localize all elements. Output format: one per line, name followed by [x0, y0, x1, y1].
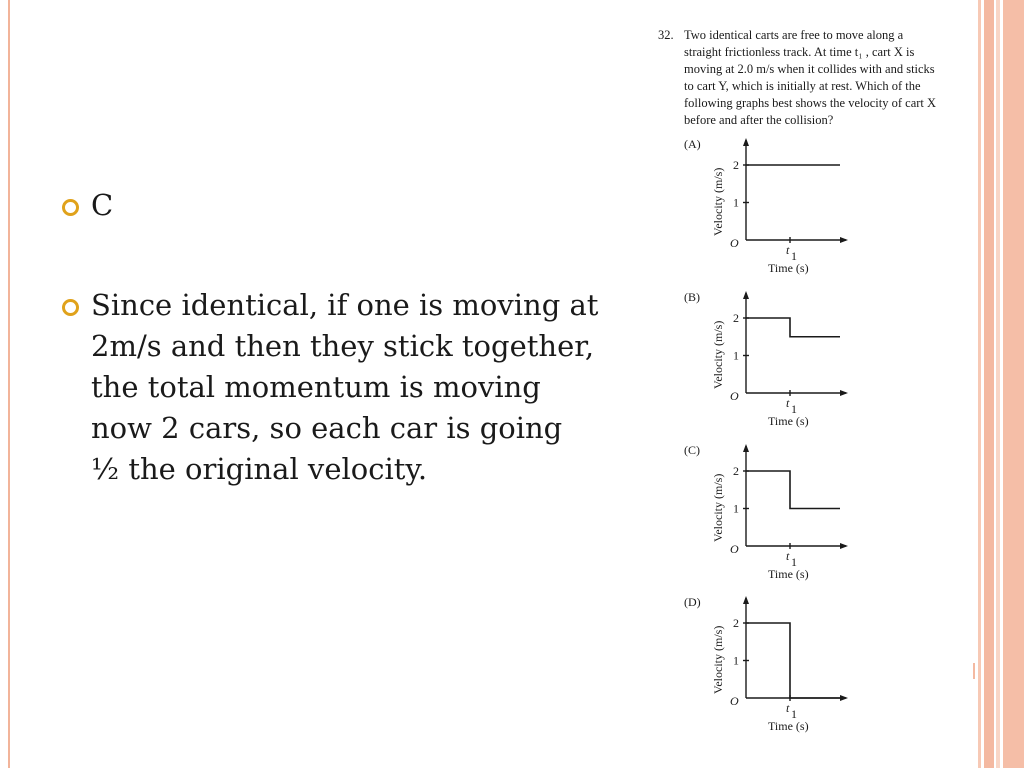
- graph-b: [680, 289, 860, 429]
- velocity-time-graph: [680, 442, 860, 582]
- y-axis-label: Velocity (m/s): [711, 320, 725, 389]
- graph-a: [680, 136, 860, 276]
- question-line: moving at 2.0 m/s when it collides with and sticks: [684, 62, 935, 76]
- question-number: 32.: [658, 28, 674, 42]
- x-tick-label: t: [786, 243, 790, 257]
- y-tick-label: 2: [733, 616, 739, 630]
- y-axis-arrow: [743, 291, 749, 299]
- graph-d: [680, 594, 860, 734]
- slide-stripe: [996, 0, 1000, 768]
- slide-stripe: [984, 0, 994, 768]
- y-axis-label: Velocity (m/s): [711, 167, 725, 236]
- x-axis-arrow: [840, 695, 848, 701]
- velocity-time-graph: [680, 136, 860, 276]
- x-tick-subscript: 1: [791, 555, 797, 569]
- y-axis-arrow: [743, 596, 749, 604]
- y-axis-label: Velocity (m/s): [711, 473, 725, 542]
- x-tick-label: t: [786, 701, 790, 715]
- circle-bullet-icon: [62, 299, 79, 316]
- y-tick-label: 2: [733, 158, 739, 172]
- x-tick-subscript: 1: [791, 249, 797, 263]
- question-line: straight frictionless track. At time t₁ , cart X is: [684, 45, 915, 59]
- y-axis-arrow: [743, 444, 749, 452]
- bullet-item: [62, 185, 113, 226]
- velocity-series-line: [746, 623, 840, 698]
- x-axis-label: Time (s): [768, 567, 809, 581]
- slide-left-border: [8, 0, 10, 768]
- x-axis-arrow: [840, 543, 848, 549]
- velocity-time-graph: [680, 289, 860, 429]
- x-axis-label: Time (s): [768, 719, 809, 733]
- y-axis-label: Velocity (m/s): [711, 625, 725, 694]
- velocity-time-graph: [680, 594, 860, 734]
- circle-bullet-icon: [62, 199, 79, 216]
- bullet-explanation-text: Since identical, if one is moving at 2m/s and then they stick together, the total momentum is moving now 2 cars, so each car is going ½ the original velocity.: [91, 288, 599, 486]
- origin-label: O: [730, 236, 739, 250]
- y-tick-label: 1: [733, 653, 739, 668]
- question-line: to cart Y, which is initially at rest. Which of the: [684, 79, 921, 93]
- origin-label: O: [730, 389, 739, 403]
- slide-stripe: [978, 0, 981, 768]
- graph-title: (A): [684, 137, 701, 151]
- x-axis-arrow: [840, 237, 848, 243]
- y-tick-label: 1: [733, 348, 739, 363]
- question-line: following graphs best shows the velocity of cart X: [684, 96, 937, 110]
- y-tick-label: 2: [733, 311, 739, 325]
- y-tick-label: 1: [733, 501, 739, 516]
- question-line: before and after the collision?: [684, 113, 834, 127]
- x-tick-subscript: 1: [791, 707, 797, 721]
- graph-title: (C): [684, 443, 700, 457]
- x-axis-label: Time (s): [768, 414, 809, 428]
- graph-c: [680, 442, 860, 582]
- slide-edge-mark: [973, 663, 975, 679]
- slide-stripe: [1003, 0, 1024, 768]
- y-tick-label: 1: [733, 195, 739, 210]
- question-line: Two identical carts are free to move along a: [684, 28, 904, 42]
- graph-title: (B): [684, 290, 700, 304]
- x-axis-arrow: [840, 390, 848, 396]
- x-axis-label: Time (s): [768, 261, 809, 275]
- graph-title: (D): [684, 595, 701, 609]
- origin-label: O: [730, 542, 739, 556]
- y-tick-label: 2: [733, 464, 739, 478]
- y-axis-arrow: [743, 138, 749, 146]
- velocity-series-line: [746, 471, 840, 509]
- bullet-answer-text: C: [91, 188, 114, 222]
- origin-label: O: [730, 694, 739, 708]
- x-tick-subscript: 1: [791, 402, 797, 416]
- bullet-item: [62, 285, 598, 490]
- velocity-series-line: [746, 318, 840, 337]
- x-tick-label: t: [786, 396, 790, 410]
- x-tick-label: t: [786, 549, 790, 563]
